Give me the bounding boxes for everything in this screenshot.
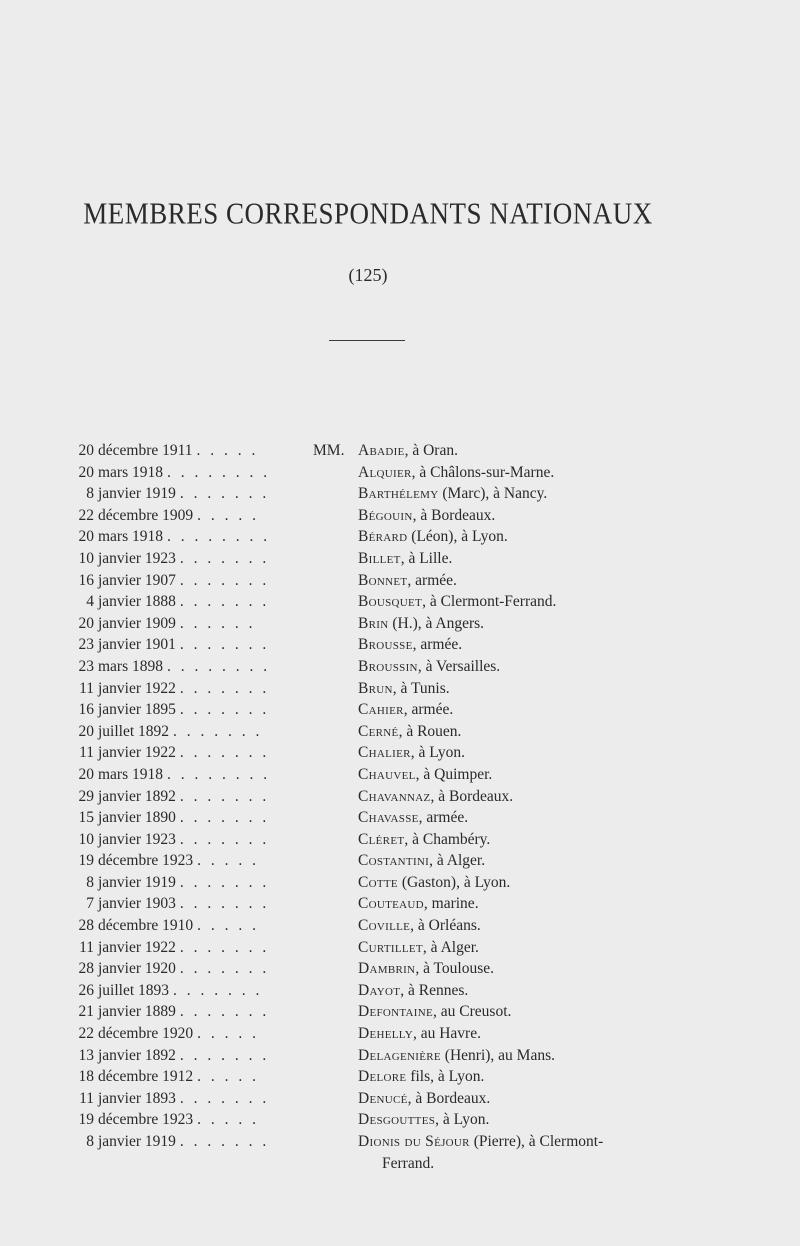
date-month-year: décembre 1920: [98, 1025, 194, 1043]
date-day: 28: [78, 960, 94, 978]
date-day: 29: [78, 787, 94, 805]
date-day: 10: [78, 830, 94, 848]
election-date: [60, 526, 310, 548]
member-entry: [0, 764, 800, 786]
member-location: , à Bordeaux.: [430, 787, 514, 805]
date-month-year: janvier 1903: [98, 895, 176, 913]
election-date: [60, 678, 310, 700]
member-entry: [0, 1066, 800, 1088]
leader-dots: . . . . . . .: [179, 938, 270, 956]
date-day: 20: [78, 463, 94, 481]
date-month-year: janvier 1901: [98, 636, 176, 654]
election-date: [60, 872, 310, 894]
member-count: (125): [348, 265, 388, 285]
member-entry: [0, 548, 800, 570]
member-name: [358, 634, 738, 656]
date-month-year: janvier 1892: [98, 1046, 176, 1064]
date-month-year: janvier 1895: [98, 701, 176, 719]
member-location: , armée.: [403, 701, 454, 719]
date-day: 22: [78, 1025, 94, 1043]
member-surname: Brin: [358, 614, 389, 632]
leader-dots: . . . . . . .: [179, 593, 270, 611]
member-entry: [0, 1045, 800, 1067]
date-day: 20: [78, 442, 94, 459]
leader-dots: . . . . . .: [179, 614, 256, 632]
member-location: , à Bordeaux.: [407, 1089, 491, 1107]
member-location: , à Oran.: [404, 442, 458, 459]
leader-dots: . . . . .: [197, 506, 259, 524]
election-date: [60, 440, 310, 462]
leader-dots: . . . . . . .: [179, 744, 270, 762]
leader-dots: . . . . . . .: [179, 701, 270, 719]
member-surname: Bousquet: [358, 593, 423, 611]
member-location: , à Bordeaux.: [412, 506, 496, 524]
date-month-year: décembre 1923: [98, 1111, 194, 1129]
member-location: , armée.: [407, 571, 457, 589]
election-date: [60, 850, 310, 872]
member-name: [358, 1023, 738, 1045]
date-month-year: décembre 1909: [98, 506, 194, 524]
member-location: , au Havre.: [412, 1025, 481, 1043]
date-day: 15: [78, 809, 94, 827]
date-day: 23: [78, 657, 94, 675]
leader-dots: . . . . . . .: [179, 809, 270, 827]
page-title: MEMBRES CORRESPONDANTS NATIONAUX: [83, 196, 653, 231]
election-date: [60, 807, 310, 829]
member-name: [358, 872, 738, 894]
date-day: 21: [78, 1003, 94, 1021]
member-location: , à Tunis.: [392, 679, 450, 697]
date-month-year: janvier 1922: [98, 744, 176, 762]
date-month-year: décembre 1911: [98, 442, 193, 459]
member-location: , à Lyon.: [435, 1111, 490, 1129]
date-month-year: décembre 1910: [98, 917, 194, 935]
member-surname: Dehelly: [358, 1025, 413, 1043]
date-month-year: janvier 1889: [98, 1003, 176, 1021]
leader-dots: . . . . . . .: [179, 571, 270, 589]
date-month-year: janvier 1922: [98, 938, 176, 956]
member-name: [358, 1109, 738, 1131]
member-name: [358, 1045, 738, 1067]
leader-dots: . . . . . . .: [179, 636, 270, 654]
member-name: [358, 656, 738, 678]
member-surname: Bonnet: [358, 571, 408, 589]
date-day: 23: [78, 636, 94, 654]
member-surname: Denucé: [358, 1089, 408, 1107]
date-month-year: janvier 1907: [98, 571, 176, 589]
member-name: [358, 1131, 738, 1174]
leader-dots: . . . . . . .: [179, 873, 270, 891]
member-surname: Brun: [358, 679, 393, 697]
date-month-year: juillet 1892: [98, 722, 170, 740]
member-location: , à Rennes.: [400, 981, 469, 999]
leader-dots: . . . . . . .: [179, 1003, 270, 1021]
election-date: [60, 829, 310, 851]
election-date: [60, 721, 310, 743]
member-name: [358, 764, 738, 786]
member-surname: Curtillet: [358, 938, 423, 956]
member-entry: [0, 980, 800, 1002]
member-location: , à Châlons-sur-Marne.: [411, 463, 555, 481]
election-date: [60, 893, 310, 915]
date-month-year: janvier 1909: [98, 614, 176, 632]
date-day: 18: [78, 1068, 94, 1086]
member-location: , marine.: [423, 895, 479, 913]
member-entry: [0, 872, 800, 894]
date-day: 8: [86, 1133, 94, 1150]
date-month-year: juillet 1893: [98, 981, 170, 999]
member-name: [358, 678, 738, 700]
date-month-year: janvier 1920: [98, 960, 176, 978]
date-day: 28: [78, 917, 94, 935]
election-date: [60, 613, 310, 635]
leader-dots: . . . . .: [197, 1025, 259, 1043]
member-entry: [0, 1023, 800, 1045]
member-surname: Coville: [358, 917, 411, 935]
member-entry: [0, 483, 800, 505]
member-location: , à Chambéry.: [404, 830, 491, 848]
date-day: 8: [86, 873, 94, 891]
date-day: 11: [79, 679, 94, 697]
member-entry: [0, 893, 800, 915]
date-month-year: janvier 1893: [98, 1089, 176, 1107]
member-name: [358, 548, 738, 570]
member-surname: Cerné: [358, 722, 399, 740]
member-entry: [0, 656, 800, 678]
leader-dots: . . . . . . .: [179, 787, 270, 805]
member-location: (Gaston), à Lyon.: [397, 873, 511, 891]
leader-dots: . . . . . . . .: [167, 657, 271, 675]
member-entry: [0, 1001, 800, 1023]
date-day: 20: [78, 614, 94, 632]
member-surname: Chalier: [358, 744, 411, 762]
member-entry: [0, 526, 800, 548]
date-day: 19: [78, 852, 94, 870]
date-day: 7: [86, 895, 94, 913]
date-month-year: décembre 1923: [98, 852, 194, 870]
election-date: [60, 505, 310, 527]
member-name: [358, 958, 738, 980]
member-surname: Chauvel: [358, 765, 416, 783]
member-surname: Alquier: [358, 463, 412, 481]
member-entry: [0, 699, 800, 721]
member-location: fils, à Lyon.: [406, 1068, 485, 1086]
leader-dots: . . . . . . .: [179, 1133, 270, 1150]
member-name: [358, 483, 738, 505]
member-entry: [0, 807, 800, 829]
election-date: [60, 699, 310, 721]
member-entry: [0, 1109, 800, 1131]
member-name: [358, 699, 738, 721]
member-surname: Dionis du Séjour: [358, 1133, 470, 1150]
date-day: 20: [78, 528, 94, 546]
member-surname: Abadie: [358, 442, 405, 459]
member-entry: [0, 440, 800, 462]
leader-dots: . . . . . . . .: [167, 463, 271, 481]
leader-dots: . . . . . . .: [179, 1089, 270, 1107]
election-date: [60, 548, 310, 570]
member-name: [358, 742, 738, 764]
leader-dots: . . . . . . . .: [167, 765, 271, 783]
member-entry: [0, 915, 800, 937]
election-date: [60, 742, 310, 764]
leader-dots: . . . . . . .: [173, 722, 263, 740]
member-name: [358, 613, 738, 635]
member-location: , au Creusot.: [433, 1003, 512, 1021]
date-day: 16: [78, 701, 94, 719]
member-location: , armée.: [412, 636, 463, 654]
member-surname: Dambrin: [358, 960, 416, 978]
election-date: [60, 786, 310, 808]
member-name: [358, 570, 738, 592]
date-month-year: mars 1918: [98, 765, 164, 783]
leader-dots: . . . . . . .: [173, 981, 263, 999]
member-surname: Chavannaz: [358, 787, 431, 805]
member-location: , à Versailles.: [417, 657, 501, 675]
member-name: [358, 1001, 738, 1023]
title-divider: [329, 340, 405, 341]
date-month-year: mars 1918: [98, 528, 164, 546]
leader-dots: . . . . .: [197, 1111, 259, 1129]
election-date: [60, 980, 310, 1002]
member-surname: Chavasse: [358, 809, 419, 827]
date-day: 4: [86, 593, 94, 611]
member-name: [358, 1088, 738, 1110]
member-location: , armée.: [418, 809, 469, 827]
election-date: [60, 958, 310, 980]
date-month-year: janvier 1919: [98, 1133, 176, 1150]
leader-dots: . . . . .: [197, 1068, 259, 1086]
member-name: [358, 591, 738, 613]
member-name: [358, 807, 738, 829]
leader-dots: . . . . . . .: [179, 485, 270, 503]
member-name: [358, 505, 738, 527]
member-location-continuation: Ferrand.: [382, 1154, 435, 1172]
member-surname: Brousse: [358, 636, 413, 654]
election-date: [60, 915, 310, 937]
member-entry: [0, 1131, 800, 1172]
date-day: 8: [86, 485, 94, 503]
date-day: 26: [78, 981, 94, 999]
member-surname: Desgouttes: [358, 1111, 436, 1129]
member-surname: Couteaud: [358, 895, 424, 913]
election-date: [60, 1023, 310, 1045]
election-date: [60, 1045, 310, 1067]
member-surname: Dayot: [358, 981, 401, 999]
member-entry: [0, 505, 800, 527]
member-entry: [0, 678, 800, 700]
member-surname: Cahier: [358, 701, 404, 719]
member-entry: [0, 850, 800, 872]
member-name: [358, 893, 738, 915]
member-surname: Cléret: [358, 830, 405, 848]
member-name: [358, 462, 738, 484]
member-surname: Delagenière: [358, 1046, 441, 1064]
leader-dots: . . . . . . .: [179, 1046, 270, 1064]
leader-dots: . . . . . . . .: [167, 528, 271, 546]
member-list: [0, 440, 800, 1172]
member-entry: [0, 937, 800, 959]
member-surname: Defontaine: [358, 1003, 434, 1021]
member-name: [358, 980, 738, 1002]
member-location: , à Lille.: [400, 549, 453, 567]
date-month-year: janvier 1892: [98, 787, 176, 805]
member-location: (H.), à Angers.: [388, 614, 485, 632]
member-entry: [0, 634, 800, 656]
member-name: [358, 526, 738, 548]
member-surname: Bégouin: [358, 506, 413, 524]
member-location: , à Alger.: [422, 938, 479, 956]
date-day: 11: [79, 938, 94, 956]
member-name: [358, 440, 738, 462]
date-day: 11: [79, 1089, 94, 1107]
date-day: 16: [78, 571, 94, 589]
member-name: [358, 915, 738, 937]
member-location: (Marc), à Nancy.: [438, 485, 548, 503]
member-location: (Henri), au Mans.: [440, 1046, 555, 1064]
election-date: [60, 1088, 310, 1110]
member-surname: Billet: [358, 549, 401, 567]
date-day: 19: [78, 1111, 94, 1129]
member-entry: [0, 829, 800, 851]
election-date: [60, 591, 310, 613]
leader-dots: . . . . . . .: [179, 549, 270, 567]
date-month-year: janvier 1890: [98, 809, 176, 827]
date-month-year: janvier 1888: [98, 593, 176, 611]
member-location: , à Lyon.: [410, 744, 466, 762]
date-day: 22: [78, 506, 94, 524]
leader-dots: . . . . .: [197, 852, 259, 870]
mm-label: MM.: [313, 442, 345, 459]
member-name: [358, 1066, 738, 1088]
member-location: , à Toulouse.: [415, 960, 495, 978]
date-day: 11: [79, 744, 94, 762]
member-entry: [0, 462, 800, 484]
member-entry: [0, 1088, 800, 1110]
member-location: (Léon), à Lyon.: [407, 528, 508, 546]
date-month-year: mars 1918: [98, 463, 164, 481]
date-month-year: janvier 1919: [98, 873, 176, 891]
member-surname: Costantini: [358, 852, 430, 870]
date-month-year: mars 1898: [98, 657, 164, 675]
member-location: , à Clermont-Ferrand.: [422, 593, 557, 611]
leader-dots: . . . . . . .: [179, 830, 270, 848]
date-month-year: janvier 1923: [98, 549, 176, 567]
member-entry: [0, 570, 800, 592]
date-month-year: janvier 1923: [98, 830, 176, 848]
member-entry: [0, 613, 800, 635]
member-name: [358, 850, 738, 872]
member-entry: [0, 742, 800, 764]
election-date: [60, 1131, 310, 1153]
member-location: , à Quimper.: [415, 765, 493, 783]
leader-dots: . . . . .: [197, 917, 259, 935]
leader-dots: . . . . .: [196, 442, 259, 459]
leader-dots: . . . . . . .: [179, 679, 270, 697]
election-date: [60, 937, 310, 959]
election-date: [60, 483, 310, 505]
member-name: [358, 937, 738, 959]
election-date: [60, 1066, 310, 1088]
election-date: [60, 1001, 310, 1023]
member-entry: [0, 786, 800, 808]
member-surname: Cotte: [358, 873, 398, 891]
member-entry: [0, 958, 800, 980]
election-date: [60, 634, 310, 656]
date-month-year: janvier 1922: [98, 679, 176, 697]
leader-dots: . . . . . . .: [179, 960, 270, 978]
member-location: , à Rouen.: [398, 722, 462, 740]
date-day: 10: [78, 549, 94, 567]
election-date: [60, 656, 310, 678]
election-date: [60, 570, 310, 592]
date-day: 13: [78, 1046, 94, 1064]
member-entry: [0, 721, 800, 743]
member-surname: Delore: [358, 1068, 407, 1086]
date-month-year: décembre 1912: [98, 1068, 194, 1086]
member-name: [358, 721, 738, 743]
member-surname: Bérard: [358, 528, 408, 546]
member-location: (Pierre), à Clermont-: [469, 1133, 604, 1150]
member-location: , à Alger.: [429, 852, 486, 870]
member-surname: Broussin: [358, 657, 418, 675]
date-month-year: janvier 1919: [98, 485, 176, 503]
member-surname: Barthélemy: [358, 485, 439, 503]
election-date: [60, 462, 310, 484]
election-date: [60, 1109, 310, 1131]
leader-dots: . . . . . . .: [179, 895, 270, 913]
date-day: 20: [78, 765, 94, 783]
member-name: [358, 786, 738, 808]
member-location: , à Orléans.: [410, 917, 481, 935]
member-entry: [0, 591, 800, 613]
member-name: [358, 829, 738, 851]
election-date: [60, 764, 310, 786]
date-day: 20: [78, 722, 94, 740]
